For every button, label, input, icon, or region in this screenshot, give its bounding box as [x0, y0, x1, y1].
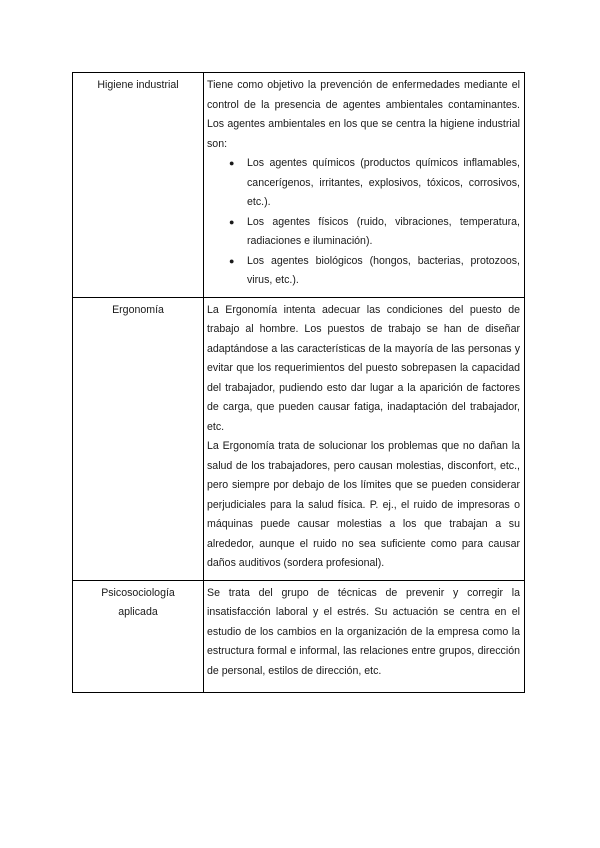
description-paragraph: Tiene como objetivo la prevención de enfermedades mediante el control de la presencia de agentes ambientales contaminantes. Los agentes ambientales en los que se centra la higiene industrial son:: [207, 79, 520, 150]
list-item: [207, 252, 520, 291]
term-label: Ergonomía: [112, 303, 164, 316]
list-item-text: Los agentes químicos (productos químicos inflamables, cancerígenos, irritantes, explosivos, tóxicos, corrosivos, etc.).: [247, 157, 520, 208]
content-table: [72, 72, 525, 693]
term-label-line: Psicosociología: [101, 586, 175, 599]
list-item-text: Los agentes físicos (ruido, vibraciones, temperatura, radiaciones e iluminación).: [247, 215, 520, 247]
description-paragraph: Se trata del grupo de técnicas de prevenir y corregir la insatisfacción laboral y el estrés. Su actuación se centra en el estudio de los cambios en la organización de la empresa como la estructura formal e informal, las relaciones entre grupos, dirección de personal, estilos de dirección, etc.: [207, 586, 520, 677]
description-cell: [204, 297, 525, 580]
description-cell: [204, 73, 525, 298]
term-cell: [73, 73, 204, 298]
bullet-list: [207, 154, 520, 291]
table-row: [73, 580, 525, 692]
list-item: [207, 213, 520, 252]
list-item: [207, 154, 520, 213]
description-paragraph: La Ergonomía intenta adecuar las condiciones del puesto de trabajo al hombre. Los puestos de trabajo se han de diseñar adaptándose a las características de la mayoría de las personas y evitar que los requerimientos del puesto sobrepasen la capacidad del trabajador, pudiendo esto dar lugar a la aparición de factores de carga, que pueden causar fatiga, inadaptación del trabajador, etc.: [207, 303, 520, 433]
term-label-line: aplicada: [118, 606, 158, 618]
bullet-icon: ●: [229, 255, 235, 266]
bullet-icon: ●: [229, 158, 235, 168]
table-row: [73, 297, 525, 580]
bullet-icon: ●: [229, 216, 235, 227]
list-item-text: Los agentes biológicos (hongos, bacterias, protozoos, virus, etc.).: [247, 254, 520, 286]
term-label: Higiene industrial: [97, 79, 179, 91]
term-cell: [73, 580, 204, 692]
table-row: [73, 73, 525, 298]
term-cell: [73, 297, 204, 580]
description-cell: [204, 580, 525, 692]
description-paragraph: La Ergonomía trata de solucionar los problemas que no dañan la salud de los trabajadores, pero causan molestias, disconfort, etc., pero siempre por debajo de los límites que se pueden considerar perjudiciales para la salud física. P. ej., el ruido de impresoras o máquinas puede causar molestias a los que trabajan a su alrededor, aunque el ruido no sea suficiente como para causar daños auditivos (sordera profesional).: [207, 440, 520, 569]
